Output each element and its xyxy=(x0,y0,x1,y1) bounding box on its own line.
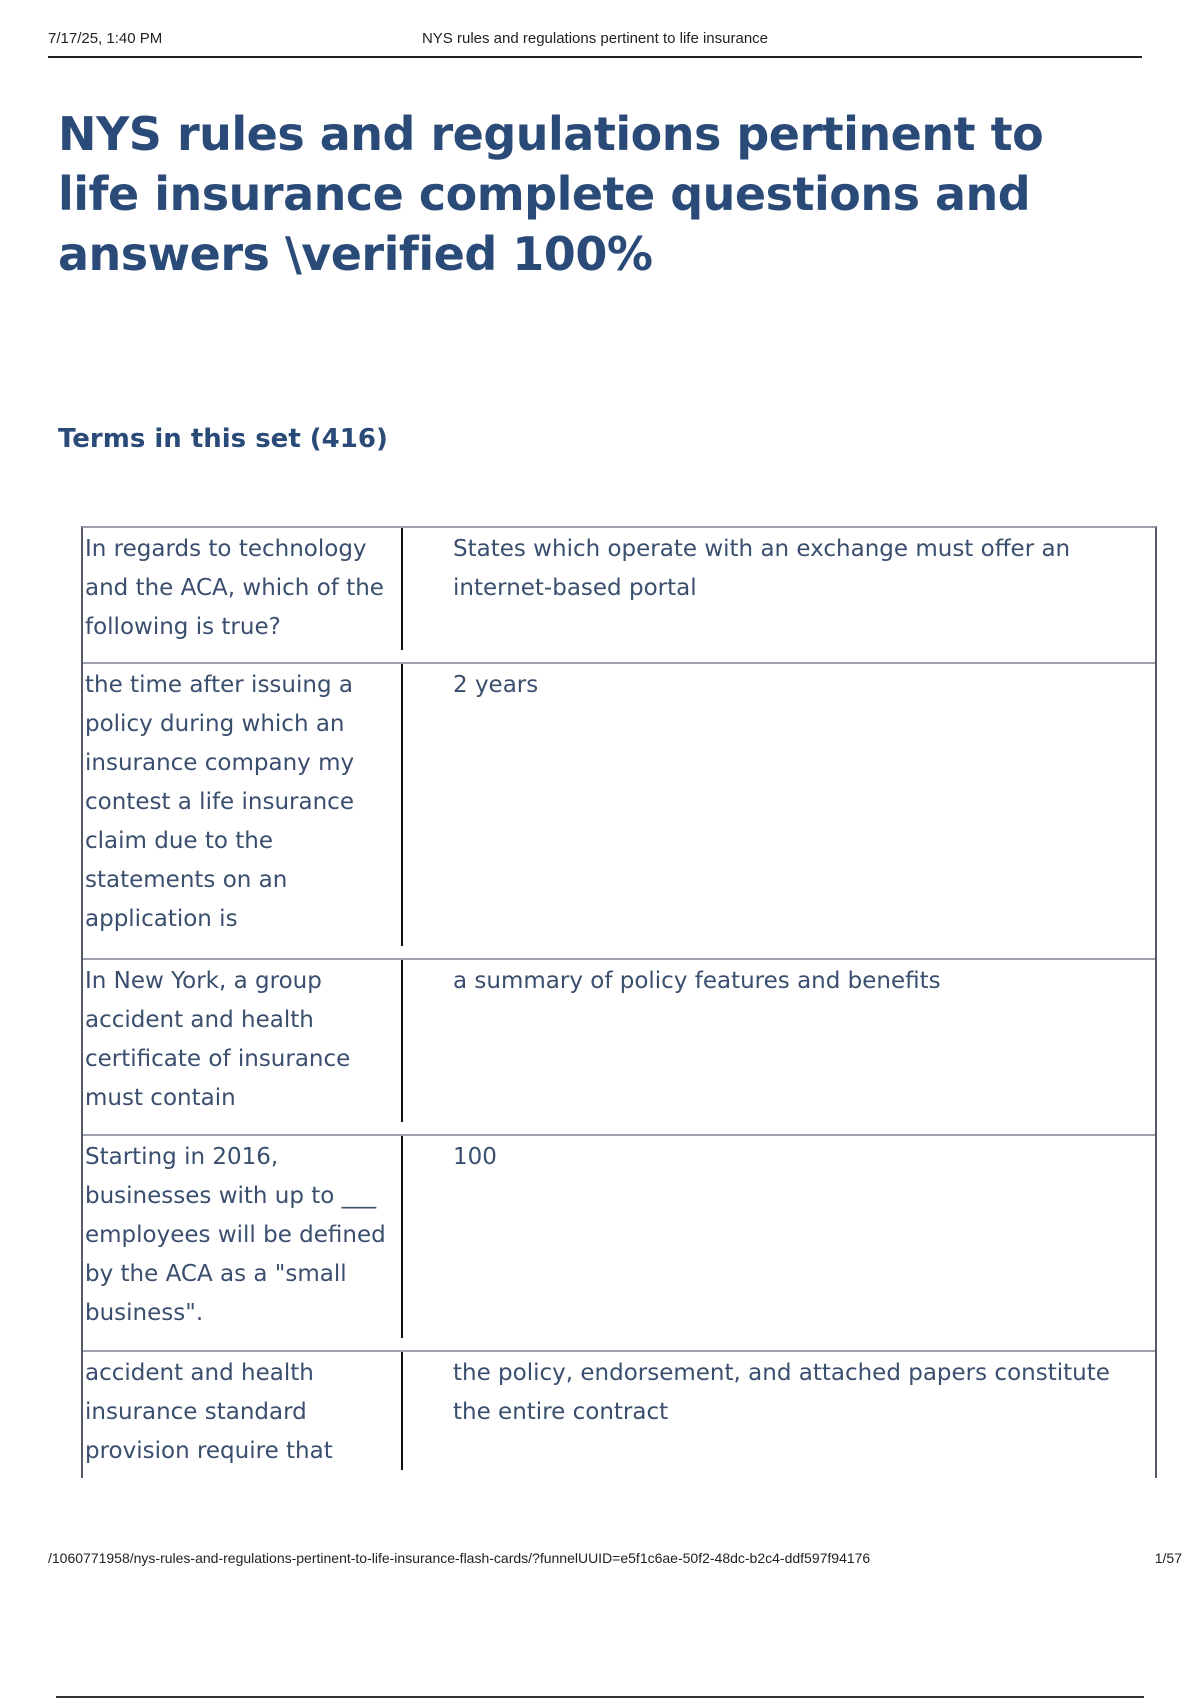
term-answer: a summary of policy features and benefits xyxy=(453,968,941,994)
page-title: NYS rules and regulations pertinent to life insurance complete questions and answers \verified 100% xyxy=(58,107,1044,281)
term-question: accident and health insurance standard provision require that xyxy=(83,1352,403,1478)
term-answer: States which operate with an exchange must offer an internet-based portal xyxy=(453,536,1071,601)
term-answer: the policy, endorsement, and attached papers constitute the entire contract xyxy=(453,1360,1110,1425)
term-row xyxy=(83,528,1155,664)
term-answer: 100 xyxy=(453,1144,497,1170)
page-number: 1/57 xyxy=(1154,1550,1182,1566)
term-answer: 2 years xyxy=(453,672,539,698)
term-question: the time after issuing a policy during which an insurance company my contest a life insurance claim due to the statements on an application is xyxy=(83,664,403,958)
print-header xyxy=(48,28,1142,58)
page-url: /1060771958/nys-rules-and-regulations-pertinent-to-life-insurance-flash-cards/?funnelUUID=e5f1c6ae-50f2-48dc-b2c4-ddf597f94176 xyxy=(48,1550,871,1566)
term-row xyxy=(83,664,1155,960)
term-row xyxy=(83,960,1155,1136)
term-question: Starting in 2016, businesses with up to ___ employees will be defined by the ACA as a "small business". xyxy=(83,1136,403,1350)
term-row xyxy=(83,1352,1155,1478)
print-date: 7/17/25, 1:40 PM xyxy=(48,30,163,47)
term-question: In New York, a group accident and health certificate of insurance must contain xyxy=(83,960,403,1134)
term-row xyxy=(83,1136,1155,1352)
terms-table xyxy=(81,526,1157,1478)
terms-count-heading: Terms in this set (416) xyxy=(58,424,388,454)
print-header-title: NYS rules and regulations pertinent to life insurance xyxy=(421,30,769,47)
term-question: In regards to technology and the ACA, which of the following is true? xyxy=(83,528,403,662)
page-bottom-divider xyxy=(56,1696,1144,1698)
